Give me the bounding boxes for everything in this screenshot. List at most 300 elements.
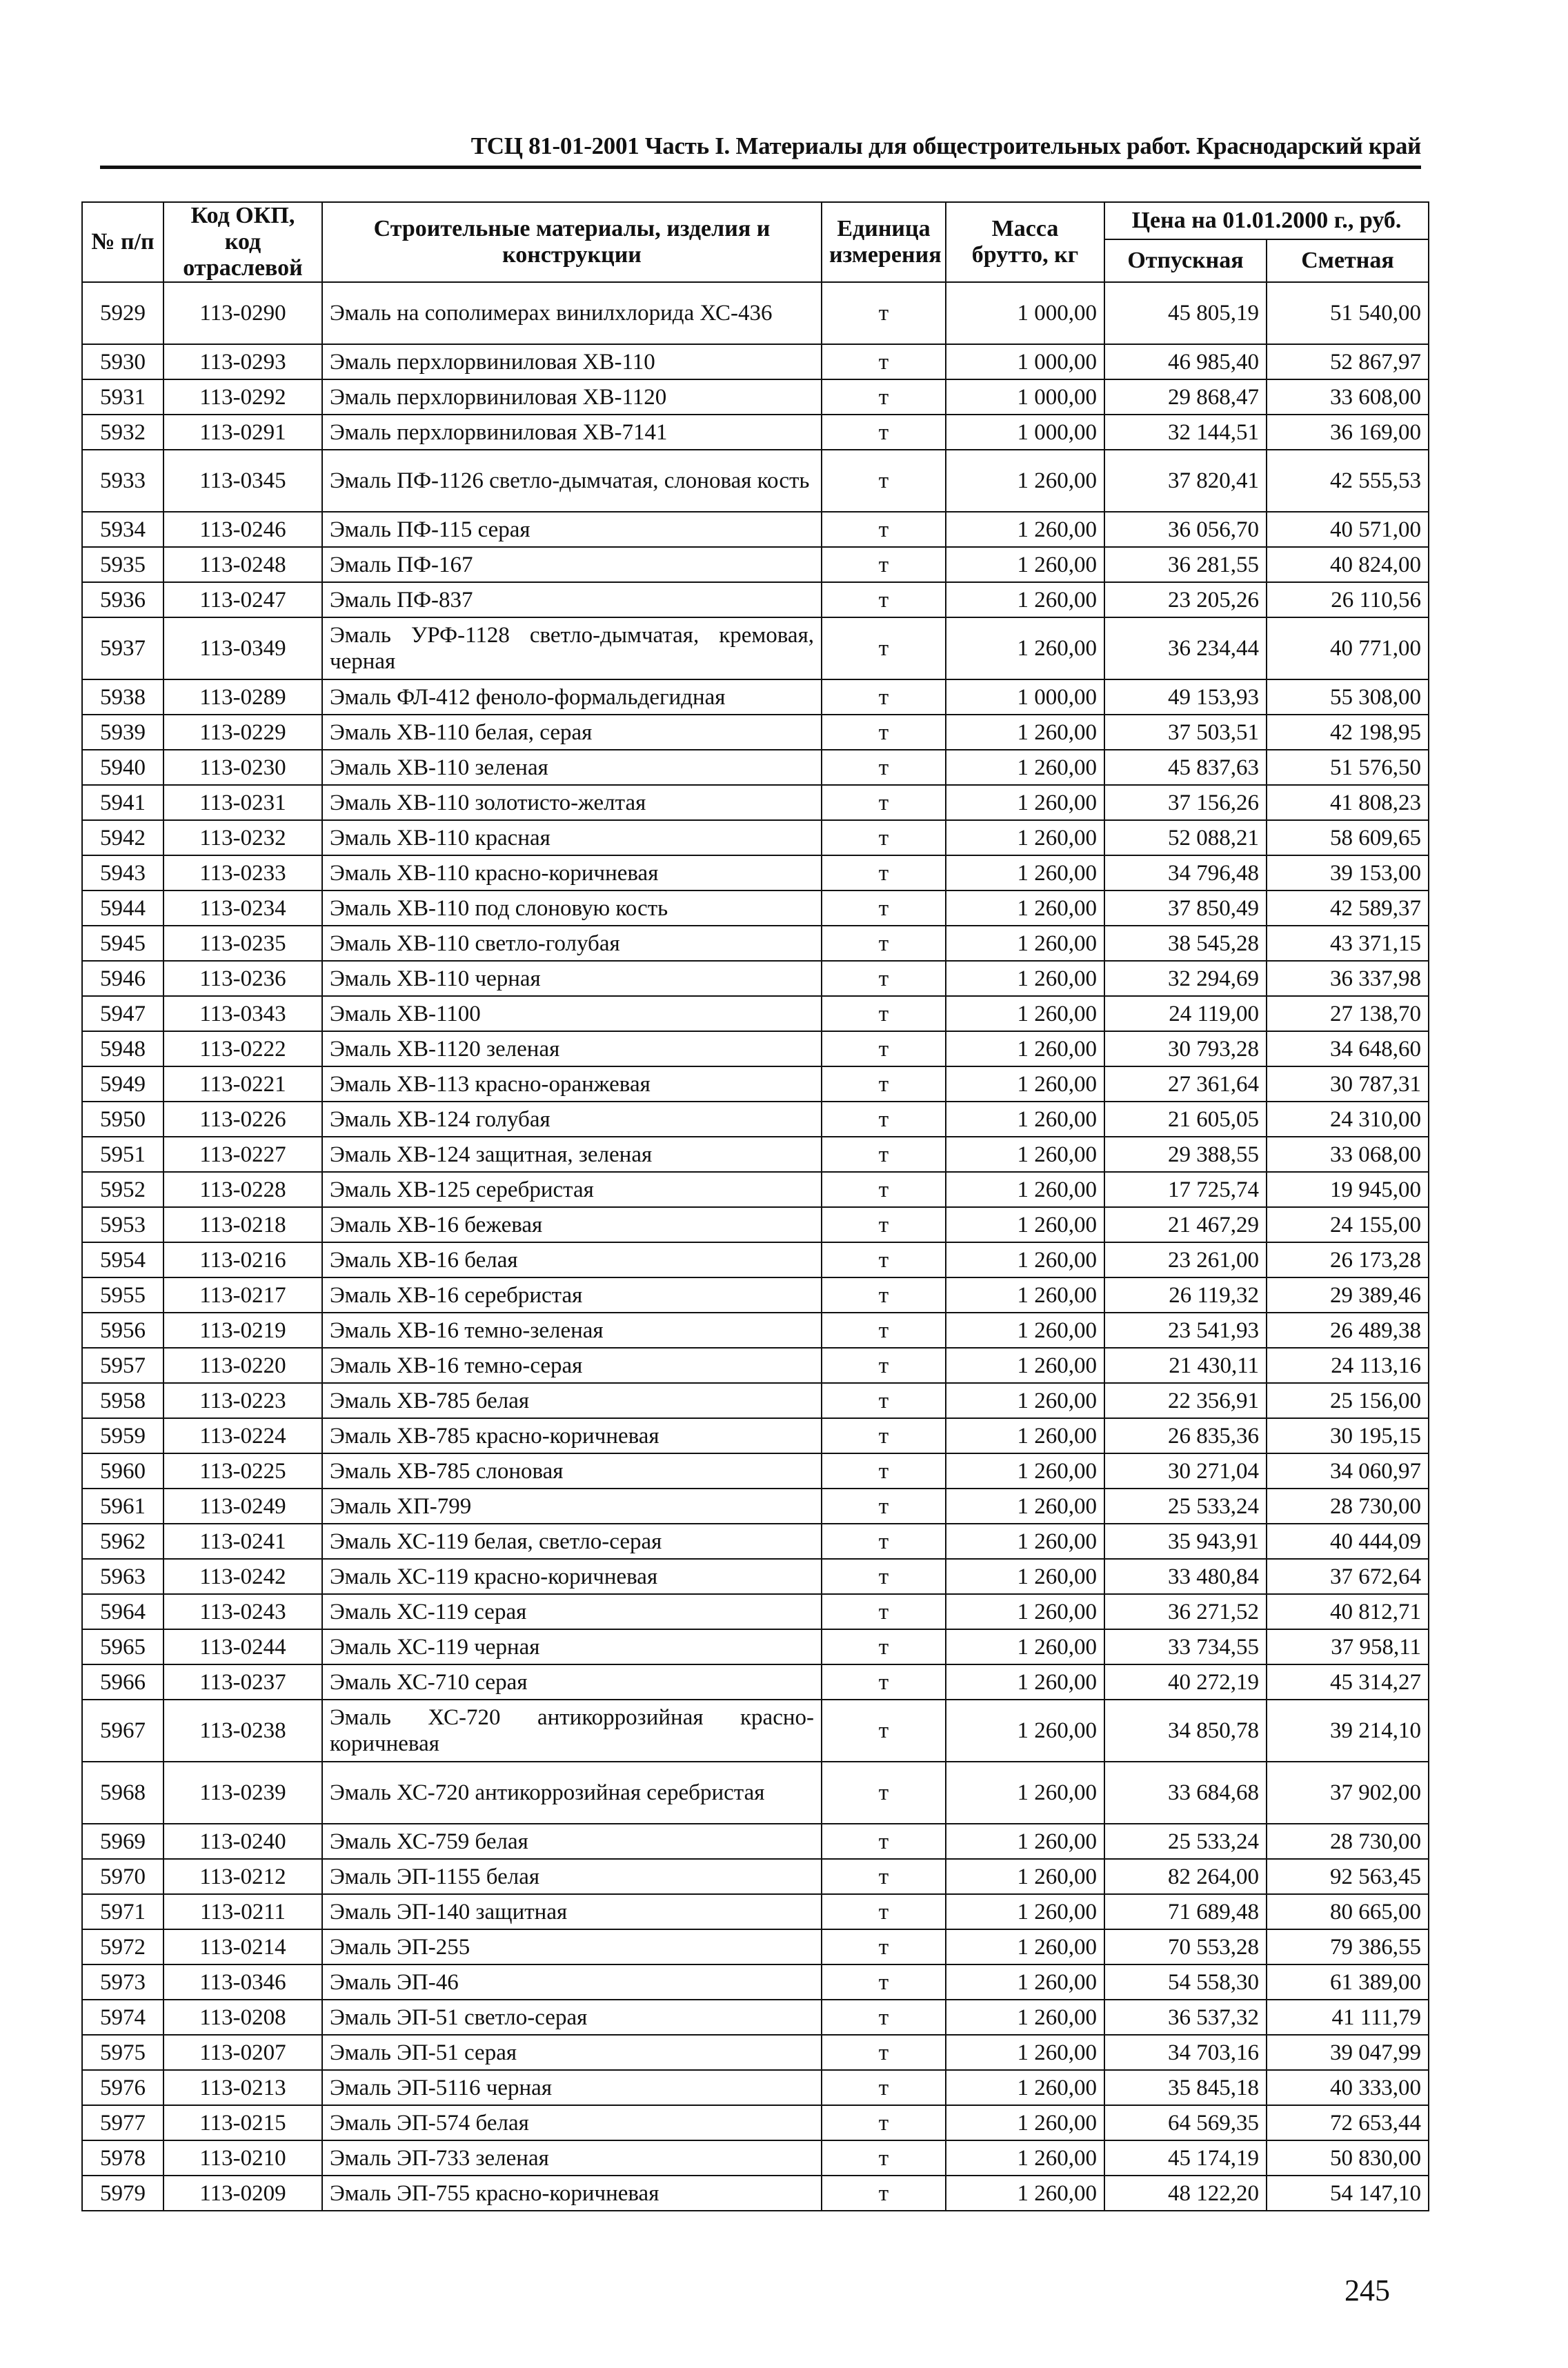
table-row	[82, 996, 1429, 1031]
table-row	[82, 1524, 1429, 1559]
table-row	[82, 1664, 1429, 1700]
cell-num: 5973	[82, 1964, 163, 2000]
cell-unit: т	[822, 961, 946, 996]
cell-estimate-price: 37 902,00	[1267, 1762, 1429, 1824]
col-header-estimate: Сметная	[1267, 239, 1429, 282]
cell-num: 5942	[82, 820, 163, 855]
cell-mass: 1 260,00	[946, 1066, 1104, 1102]
cell-mass: 1 260,00	[946, 1383, 1104, 1418]
cell-estimate-price: 50 830,00	[1267, 2140, 1429, 2176]
cell-mass: 1 260,00	[946, 547, 1104, 582]
cell-mass: 1 260,00	[946, 2035, 1104, 2070]
table-row	[82, 1348, 1429, 1383]
cell-release-price: 36 234,44	[1104, 617, 1267, 679]
cell-release-price: 29 868,47	[1104, 379, 1267, 415]
cell-num: 5960	[82, 1453, 163, 1489]
cell-release-price: 34 796,48	[1104, 855, 1267, 891]
cell-name: Эмаль ХВ-785 белая	[322, 1383, 822, 1418]
cell-estimate-price: 25 156,00	[1267, 1383, 1429, 1418]
cell-estimate-price: 30 195,15	[1267, 1418, 1429, 1453]
cell-code: 113-0216	[163, 1242, 322, 1277]
cell-name: Эмаль ПФ-1126 светло-дымчатая, слоновая кость	[322, 450, 822, 512]
cell-name: Эмаль ХВ-16 серебристая	[322, 1277, 822, 1313]
cell-estimate-price: 24 155,00	[1267, 1207, 1429, 1242]
cell-estimate-price: 40 771,00	[1267, 617, 1429, 679]
table-row	[82, 547, 1429, 582]
cell-estimate-price: 39 047,99	[1267, 2035, 1429, 2070]
cell-name: Эмаль ЭП-51 светло-серая	[322, 2000, 822, 2035]
cell-code: 113-0211	[163, 1894, 322, 1929]
col-header-num: № п/п	[82, 202, 163, 282]
cell-num: 5951	[82, 1137, 163, 1172]
cell-release-price: 30 271,04	[1104, 1453, 1267, 1489]
cell-name: Эмаль ХС-119 серая	[322, 1594, 822, 1629]
cell-name: Эмаль ЭП-46	[322, 1964, 822, 2000]
cell-mass: 1 260,00	[946, 715, 1104, 750]
cell-name: Эмаль на сополимерах винилхлорида ХС-436	[322, 282, 822, 344]
table-row	[82, 1242, 1429, 1277]
cell-mass: 1 260,00	[946, 1664, 1104, 1700]
cell-unit: т	[822, 1137, 946, 1172]
cell-code: 113-0217	[163, 1277, 322, 1313]
cell-num: 5969	[82, 1824, 163, 1859]
cell-mass: 1 260,00	[946, 2176, 1104, 2211]
cell-num: 5974	[82, 2000, 163, 2035]
cell-unit: т	[822, 1383, 946, 1418]
cell-code: 113-0237	[163, 1664, 322, 1700]
cell-num: 5978	[82, 2140, 163, 2176]
cell-estimate-price: 79 386,55	[1267, 1929, 1429, 1964]
cell-estimate-price: 41 808,23	[1267, 785, 1429, 820]
cell-release-price: 34 850,78	[1104, 1700, 1267, 1762]
cell-mass: 1 260,00	[946, 785, 1104, 820]
cell-unit: т	[822, 1824, 946, 1859]
cell-unit: т	[822, 1700, 946, 1762]
table-row	[82, 891, 1429, 926]
cell-estimate-price: 29 389,46	[1267, 1277, 1429, 1313]
cell-release-price: 82 264,00	[1104, 1859, 1267, 1894]
cell-num: 5933	[82, 450, 163, 512]
table-row	[82, 2035, 1429, 2070]
cell-estimate-price: 45 314,27	[1267, 1664, 1429, 1700]
table-row	[82, 282, 1429, 344]
cell-code: 113-0212	[163, 1859, 322, 1894]
cell-num: 5979	[82, 2176, 163, 2211]
table-row	[82, 820, 1429, 855]
cell-estimate-price: 24 113,16	[1267, 1348, 1429, 1383]
cell-release-price: 36 056,70	[1104, 512, 1267, 547]
cell-unit: т	[822, 1524, 946, 1559]
cell-mass: 1 260,00	[946, 1453, 1104, 1489]
cell-name: Эмаль ЭП-1155 белая	[322, 1859, 822, 1894]
cell-num: 5937	[82, 617, 163, 679]
cell-release-price: 33 684,68	[1104, 1762, 1267, 1824]
cell-estimate-price: 61 389,00	[1267, 1964, 1429, 2000]
cell-code: 113-0225	[163, 1453, 322, 1489]
col-header-unit: Единица измерения	[822, 202, 946, 282]
cell-name: Эмаль ХВ-110 черная	[322, 961, 822, 996]
cell-num: 5930	[82, 344, 163, 379]
cell-num: 5935	[82, 547, 163, 582]
cell-num: 5958	[82, 1383, 163, 1418]
cell-num: 5952	[82, 1172, 163, 1207]
cell-estimate-price: 37 958,11	[1267, 1629, 1429, 1664]
cell-release-price: 17 725,74	[1104, 1172, 1267, 1207]
cell-code: 113-0210	[163, 2140, 322, 2176]
cell-name: Эмаль перхлорвиниловая ХВ-110	[322, 344, 822, 379]
col-header-name: Строительные материалы, изделия и конструкции	[322, 202, 822, 282]
cell-unit: т	[822, 1418, 946, 1453]
cell-code: 113-0247	[163, 582, 322, 617]
cell-name: Эмаль ХВ-125 серебристая	[322, 1172, 822, 1207]
cell-release-price: 45 837,63	[1104, 750, 1267, 785]
cell-name: Эмаль ПФ-115 серая	[322, 512, 822, 547]
cell-num: 5968	[82, 1762, 163, 1824]
cell-name: Эмаль перхлорвиниловая ХВ-1120	[322, 379, 822, 415]
table-row	[82, 1929, 1429, 1964]
table-row	[82, 1453, 1429, 1489]
cell-num: 5950	[82, 1102, 163, 1137]
cell-code: 113-0223	[163, 1383, 322, 1418]
cell-estimate-price: 33 068,00	[1267, 1137, 1429, 1172]
cell-code: 113-0238	[163, 1700, 322, 1762]
table-row	[82, 2176, 1429, 2211]
cell-estimate-price: 26 173,28	[1267, 1242, 1429, 1277]
table-head	[82, 202, 1429, 282]
cell-mass: 1 260,00	[946, 1242, 1104, 1277]
cell-unit: т	[822, 1762, 946, 1824]
cell-code: 113-0240	[163, 1824, 322, 1859]
cell-release-price: 49 153,93	[1104, 679, 1267, 715]
cell-name: Эмаль ХВ-1120 зеленая	[322, 1031, 822, 1066]
cell-estimate-price: 19 945,00	[1267, 1172, 1429, 1207]
cell-unit: т	[822, 547, 946, 582]
cell-mass: 1 260,00	[946, 1894, 1104, 1929]
cell-name: Эмаль ХВ-1100	[322, 996, 822, 1031]
cell-name: Эмаль ХВ-110 красная	[322, 820, 822, 855]
cell-code: 113-0343	[163, 996, 322, 1031]
table-row	[82, 344, 1429, 379]
cell-release-price: 70 553,28	[1104, 1929, 1267, 1964]
cell-estimate-price: 30 787,31	[1267, 1066, 1429, 1102]
cell-mass: 1 260,00	[946, 1102, 1104, 1137]
cell-mass: 1 260,00	[946, 2070, 1104, 2105]
cell-unit: т	[822, 1207, 946, 1242]
cell-code: 113-0222	[163, 1031, 322, 1066]
cell-mass: 1 260,00	[946, 1594, 1104, 1629]
cell-num: 5948	[82, 1031, 163, 1066]
cell-mass: 1 260,00	[946, 1277, 1104, 1313]
cell-unit: т	[822, 512, 946, 547]
cell-num: 5943	[82, 855, 163, 891]
cell-num: 5944	[82, 891, 163, 926]
cell-unit: т	[822, 1594, 946, 1629]
cell-num: 5953	[82, 1207, 163, 1242]
cell-code: 113-0226	[163, 1102, 322, 1137]
cell-code: 113-0349	[163, 617, 322, 679]
cell-code: 113-0248	[163, 547, 322, 582]
cell-code: 113-0243	[163, 1594, 322, 1629]
cell-release-price: 22 356,91	[1104, 1383, 1267, 1418]
cell-mass: 1 260,00	[946, 1137, 1104, 1172]
cell-estimate-price: 51 540,00	[1267, 282, 1429, 344]
cell-code: 113-0346	[163, 1964, 322, 2000]
cell-num: 5976	[82, 2070, 163, 2105]
cell-code: 113-0218	[163, 1207, 322, 1242]
cell-estimate-price: 58 609,65	[1267, 820, 1429, 855]
cell-num: 5949	[82, 1066, 163, 1102]
cell-estimate-price: 28 730,00	[1267, 1489, 1429, 1524]
cell-estimate-price: 51 576,50	[1267, 750, 1429, 785]
cell-mass: 1 260,00	[946, 1418, 1104, 1453]
cell-estimate-price: 92 563,45	[1267, 1859, 1429, 1894]
cell-name: Эмаль ХС-720 антикоррозийная серебристая	[322, 1762, 822, 1824]
cell-num: 5959	[82, 1418, 163, 1453]
cell-num: 5964	[82, 1594, 163, 1629]
cell-release-price: 37 850,49	[1104, 891, 1267, 926]
cell-unit: т	[822, 820, 946, 855]
cell-name: Эмаль ХВ-110 красно-коричневая	[322, 855, 822, 891]
table-row	[82, 1859, 1429, 1894]
cell-name: Эмаль ЭП-5116 черная	[322, 2070, 822, 2105]
cell-unit: т	[822, 282, 946, 344]
cell-name: Эмаль ХС-119 красно-коричневая	[322, 1559, 822, 1594]
cell-name: Эмаль ХВ-16 бежевая	[322, 1207, 822, 1242]
cell-code: 113-0289	[163, 679, 322, 715]
cell-name: Эмаль ЭП-733 зеленая	[322, 2140, 822, 2176]
cell-name: Эмаль ЭП-574 белая	[322, 2105, 822, 2140]
cell-release-price: 30 793,28	[1104, 1031, 1267, 1066]
cell-code: 113-0232	[163, 820, 322, 855]
table-row	[82, 1629, 1429, 1664]
table-row	[82, 1207, 1429, 1242]
cell-code: 113-0208	[163, 2000, 322, 2035]
cell-code: 113-0290	[163, 282, 322, 344]
cell-release-price: 48 122,20	[1104, 2176, 1267, 2211]
cell-num: 5932	[82, 415, 163, 450]
cell-release-price: 29 388,55	[1104, 1137, 1267, 1172]
cell-mass: 1 260,00	[946, 1489, 1104, 1524]
cell-name: Эмаль ХС-119 белая, светло-серая	[322, 1524, 822, 1559]
cell-release-price: 34 703,16	[1104, 2035, 1267, 2070]
cell-mass: 1 260,00	[946, 855, 1104, 891]
cell-num: 5971	[82, 1894, 163, 1929]
cell-release-price: 35 845,18	[1104, 2070, 1267, 2105]
cell-name: Эмаль ЭП-755 красно-коричневая	[322, 2176, 822, 2211]
cell-mass: 1 260,00	[946, 1762, 1104, 1824]
cell-estimate-price: 36 169,00	[1267, 415, 1429, 450]
cell-code: 113-0241	[163, 1524, 322, 1559]
cell-unit: т	[822, 926, 946, 961]
cell-mass: 1 260,00	[946, 1964, 1104, 2000]
table-row	[82, 1594, 1429, 1629]
cell-name: Эмаль ХС-119 черная	[322, 1629, 822, 1664]
table-row	[82, 1824, 1429, 1859]
cell-name: Эмаль ПФ-167	[322, 547, 822, 582]
cell-mass: 1 260,00	[946, 1700, 1104, 1762]
cell-name: Эмаль ХВ-16 темно-серая	[322, 1348, 822, 1383]
cell-estimate-price: 26 489,38	[1267, 1313, 1429, 1348]
cell-mass: 1 260,00	[946, 1559, 1104, 1594]
table-row	[82, 1762, 1429, 1824]
cell-release-price: 45 174,19	[1104, 2140, 1267, 2176]
cell-code: 113-0293	[163, 344, 322, 379]
cell-unit: т	[822, 1348, 946, 1383]
cell-release-price: 23 261,00	[1104, 1242, 1267, 1277]
cell-name: Эмаль ХВ-110 под слоновую кость	[322, 891, 822, 926]
cell-release-price: 40 272,19	[1104, 1664, 1267, 1700]
cell-unit: т	[822, 1664, 946, 1700]
cell-estimate-price: 42 589,37	[1267, 891, 1429, 926]
cell-code: 113-0233	[163, 855, 322, 891]
cell-mass: 1 260,00	[946, 512, 1104, 547]
cell-code: 113-0242	[163, 1559, 322, 1594]
cell-estimate-price: 28 730,00	[1267, 1824, 1429, 1859]
cell-unit: т	[822, 1559, 946, 1594]
cell-name: Эмаль перхлорвиниловая ХВ-7141	[322, 415, 822, 450]
cell-num: 5947	[82, 996, 163, 1031]
col-header-price-group: Цена на 01.01.2000 г., руб.	[1104, 202, 1429, 239]
cell-mass: 1 260,00	[946, 1629, 1104, 1664]
col-header-release: Отпускная	[1104, 239, 1267, 282]
cell-num: 5977	[82, 2105, 163, 2140]
table-row	[82, 1964, 1429, 2000]
table-row	[82, 617, 1429, 679]
cell-estimate-price: 40 333,00	[1267, 2070, 1429, 2105]
cell-code: 113-0246	[163, 512, 322, 547]
cell-name: Эмаль ЭП-140 защитная	[322, 1894, 822, 1929]
table-row	[82, 1102, 1429, 1137]
cell-code: 113-0215	[163, 2105, 322, 2140]
cell-name: Эмаль ХВ-16 темно-зеленая	[322, 1313, 822, 1348]
cell-num: 5955	[82, 1277, 163, 1313]
cell-mass: 1 000,00	[946, 379, 1104, 415]
cell-estimate-price: 39 214,10	[1267, 1700, 1429, 1762]
table-row	[82, 1418, 1429, 1453]
cell-estimate-price: 40 444,09	[1267, 1524, 1429, 1559]
cell-mass: 1 260,00	[946, 1824, 1104, 1859]
cell-mass: 1 000,00	[946, 282, 1104, 344]
cell-unit: т	[822, 582, 946, 617]
cell-estimate-price: 52 867,97	[1267, 344, 1429, 379]
cell-release-price: 52 088,21	[1104, 820, 1267, 855]
cell-release-price: 36 537,32	[1104, 2000, 1267, 2035]
cell-code: 113-0221	[163, 1066, 322, 1102]
cell-release-price: 32 294,69	[1104, 961, 1267, 996]
cell-unit: т	[822, 750, 946, 785]
cell-estimate-price: 55 308,00	[1267, 679, 1429, 715]
cell-num: 5967	[82, 1700, 163, 1762]
cell-mass: 1 000,00	[946, 415, 1104, 450]
cell-estimate-price: 33 608,00	[1267, 379, 1429, 415]
cell-mass: 1 260,00	[946, 891, 1104, 926]
cell-release-price: 37 503,51	[1104, 715, 1267, 750]
cell-num: 5972	[82, 1929, 163, 1964]
cell-unit: т	[822, 379, 946, 415]
table-row	[82, 2105, 1429, 2140]
cell-num: 5941	[82, 785, 163, 820]
cell-estimate-price: 72 653,44	[1267, 2105, 1429, 2140]
cell-estimate-price: 26 110,56	[1267, 582, 1429, 617]
cell-mass: 1 000,00	[946, 679, 1104, 715]
cell-num: 5965	[82, 1629, 163, 1664]
cell-code: 113-0207	[163, 2035, 322, 2070]
cell-estimate-price: 42 198,95	[1267, 715, 1429, 750]
table-row	[82, 715, 1429, 750]
cell-unit: т	[822, 855, 946, 891]
cell-estimate-price: 41 111,79	[1267, 2000, 1429, 2035]
cell-num: 5954	[82, 1242, 163, 1277]
cell-code: 113-0220	[163, 1348, 322, 1383]
cell-unit: т	[822, 2105, 946, 2140]
table-row	[82, 750, 1429, 785]
cell-num: 5939	[82, 715, 163, 750]
cell-name: Эмаль ХВ-785 красно-коричневая	[322, 1418, 822, 1453]
page-number: 245	[1344, 2274, 1390, 2307]
table-row	[82, 2000, 1429, 2035]
cell-release-price: 37 820,41	[1104, 450, 1267, 512]
cell-name: Эмаль ХВ-113 красно-оранжевая	[322, 1066, 822, 1102]
table-body	[82, 282, 1429, 2211]
col-header-code: Код ОКП, код отраслевой	[163, 202, 322, 282]
cell-release-price: 26 835,36	[1104, 1418, 1267, 1453]
cell-name: Эмаль ХС-720 антикоррозийная красно-коричневая	[322, 1700, 822, 1762]
cell-unit: т	[822, 344, 946, 379]
cell-unit: т	[822, 2176, 946, 2211]
cell-release-price: 64 569,35	[1104, 2105, 1267, 2140]
cell-unit: т	[822, 1453, 946, 1489]
cell-unit: т	[822, 679, 946, 715]
cell-name: Эмаль ХС-759 белая	[322, 1824, 822, 1859]
table-row	[82, 679, 1429, 715]
table-row	[82, 2070, 1429, 2105]
table-row	[82, 1894, 1429, 1929]
cell-num: 5945	[82, 926, 163, 961]
header-rule	[100, 166, 1421, 169]
cell-mass: 1 260,00	[946, 996, 1104, 1031]
cell-estimate-price: 37 672,64	[1267, 1559, 1429, 1594]
cell-num: 5962	[82, 1524, 163, 1559]
table-row	[82, 512, 1429, 547]
cell-mass: 1 260,00	[946, 1172, 1104, 1207]
cell-release-price: 36 271,52	[1104, 1594, 1267, 1629]
cell-code: 113-0249	[163, 1489, 322, 1524]
cell-name: Эмаль ХВ-124 защитная, зеленая	[322, 1137, 822, 1172]
price-table	[81, 201, 1429, 2211]
cell-release-price: 36 281,55	[1104, 547, 1267, 582]
cell-release-price: 38 545,28	[1104, 926, 1267, 961]
cell-release-price: 25 533,24	[1104, 1824, 1267, 1859]
table-row	[82, 785, 1429, 820]
cell-estimate-price: 40 812,71	[1267, 1594, 1429, 1629]
cell-code: 113-0230	[163, 750, 322, 785]
cell-name: Эмаль ХВ-110 светло-голубая	[322, 926, 822, 961]
cell-code: 113-0234	[163, 891, 322, 926]
cell-release-price: 24 119,00	[1104, 996, 1267, 1031]
cell-mass: 1 260,00	[946, 2105, 1104, 2140]
cell-unit: т	[822, 415, 946, 450]
table-row	[82, 1313, 1429, 1348]
table-row	[82, 379, 1429, 415]
cell-mass: 1 260,00	[946, 1859, 1104, 1894]
table-row	[82, 1277, 1429, 1313]
cell-mass: 1 260,00	[946, 2140, 1104, 2176]
cell-estimate-price: 24 310,00	[1267, 1102, 1429, 1137]
cell-num: 5963	[82, 1559, 163, 1594]
cell-release-price: 23 541,93	[1104, 1313, 1267, 1348]
cell-num: 5938	[82, 679, 163, 715]
cell-estimate-price: 34 648,60	[1267, 1031, 1429, 1066]
